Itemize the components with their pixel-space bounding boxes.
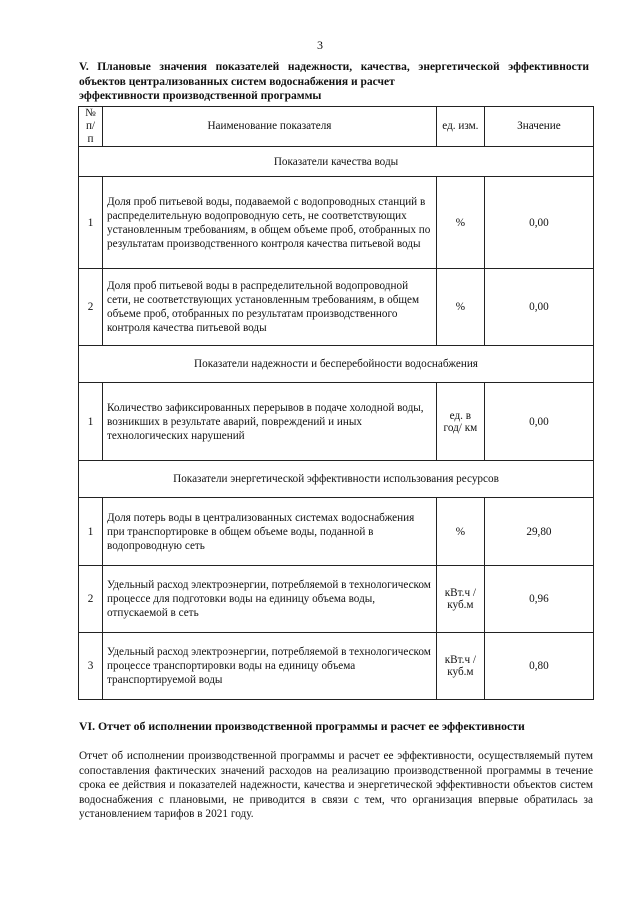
table-row: [79, 383, 594, 461]
header-name: Наименование показателя: [103, 107, 437, 147]
section-5-title-line-3: эффективности производственной программы: [79, 90, 322, 102]
header-value: Значение: [484, 107, 593, 147]
header-num: № п/п: [79, 107, 103, 147]
row-name: Доля проб питьевой воды, подаваемой с водопроводных станций в распределительную водопроводную сеть, не соответствующих установленным требованиям, в общем объеме проб, отобранных по результатам производственного контроля качества питьевой воды: [103, 177, 437, 269]
row-num: 2: [79, 269, 103, 346]
row-unit: %: [436, 498, 484, 566]
row-unit: %: [436, 177, 484, 269]
row-num: 3: [79, 633, 103, 700]
row-num: 1: [79, 177, 103, 269]
section-6-heading: VI. Отчет об исполнении производственной программы и расчет ее эффективности: [79, 719, 525, 733]
table-row: [79, 566, 594, 633]
row-unit: кВт.ч / куб.м: [436, 566, 484, 633]
row-value: 29,80: [484, 498, 593, 566]
section-title-water-quality: Показатели качества воды: [79, 147, 594, 177]
row-name: Удельный расход электроэнергии, потребляемой в технологическом процессе транспортировки воды на единицу объема транспортируемой воды: [103, 633, 437, 700]
row-num: 1: [79, 383, 103, 461]
row-num: 1: [79, 498, 103, 566]
row-unit: ед. в год/ км: [436, 383, 484, 461]
row-unit: %: [436, 269, 484, 346]
row-name: Удельный расход электроэнергии, потребляемой в технологическом процессе для подготовки воды на единицу объема воды, отпускаемой в сеть: [103, 566, 437, 633]
row-value: 0,80: [484, 633, 593, 700]
row-name: Доля проб питьевой воды в распределительной водопроводной сети, не соответствующих установленным требованиям, в общем объеме проб, отобранных по результатам производственного контроля качества питьевой воды: [103, 269, 437, 346]
indicators-table: [78, 106, 594, 700]
row-name: Доля потерь воды в централизованных системах водоснабжения при транспортировке в общем объеме воды, поданной в водопроводную сеть: [103, 498, 437, 566]
row-unit: кВт.ч / куб.м: [436, 633, 484, 700]
table-row: [79, 633, 594, 700]
header-unit: ед. изм.: [436, 107, 484, 147]
row-name: Количество зафиксированных перерывов в подаче холодной воды, возникших в результате аварий, повреждений и иных технологических нарушений: [103, 383, 437, 461]
row-value: 0,96: [484, 566, 593, 633]
section-6-paragraph: Отчет об исполнении производственной программы и расчет ее эффективности, осуществляемый путем сопоставления фактических значений расходов на реализацию производственной программы в течение срока ее действия и показателей надежности, качества и энергетической эффективности объектов систем водоснабжения с плановыми, не приводится в связи с тем, что организация впервые обратилась за установлением тарифов в 2021 году.: [79, 750, 593, 821]
row-value: 0,00: [484, 269, 593, 346]
section-5-title-line-2: эффективности объектов централизованных систем водоснабжения и расчет: [79, 61, 589, 88]
table-row: [79, 177, 594, 269]
page-number: 3: [317, 38, 323, 52]
section-title-reliability: Показатели надежности и бесперебойности водоснабжения: [79, 346, 594, 383]
section-5-heading: [79, 60, 589, 104]
row-value: 0,00: [484, 383, 593, 461]
row-value: 0,00: [484, 177, 593, 269]
table-row: [79, 498, 594, 566]
section-title-energy-efficiency: Показатели энергетической эффективности использования ресурсов: [79, 461, 594, 498]
table-row: [79, 269, 594, 346]
row-num: 2: [79, 566, 103, 633]
section-5-title-line-1: V. Плановые значения показателей надежности, качества, энергетической: [79, 61, 500, 73]
